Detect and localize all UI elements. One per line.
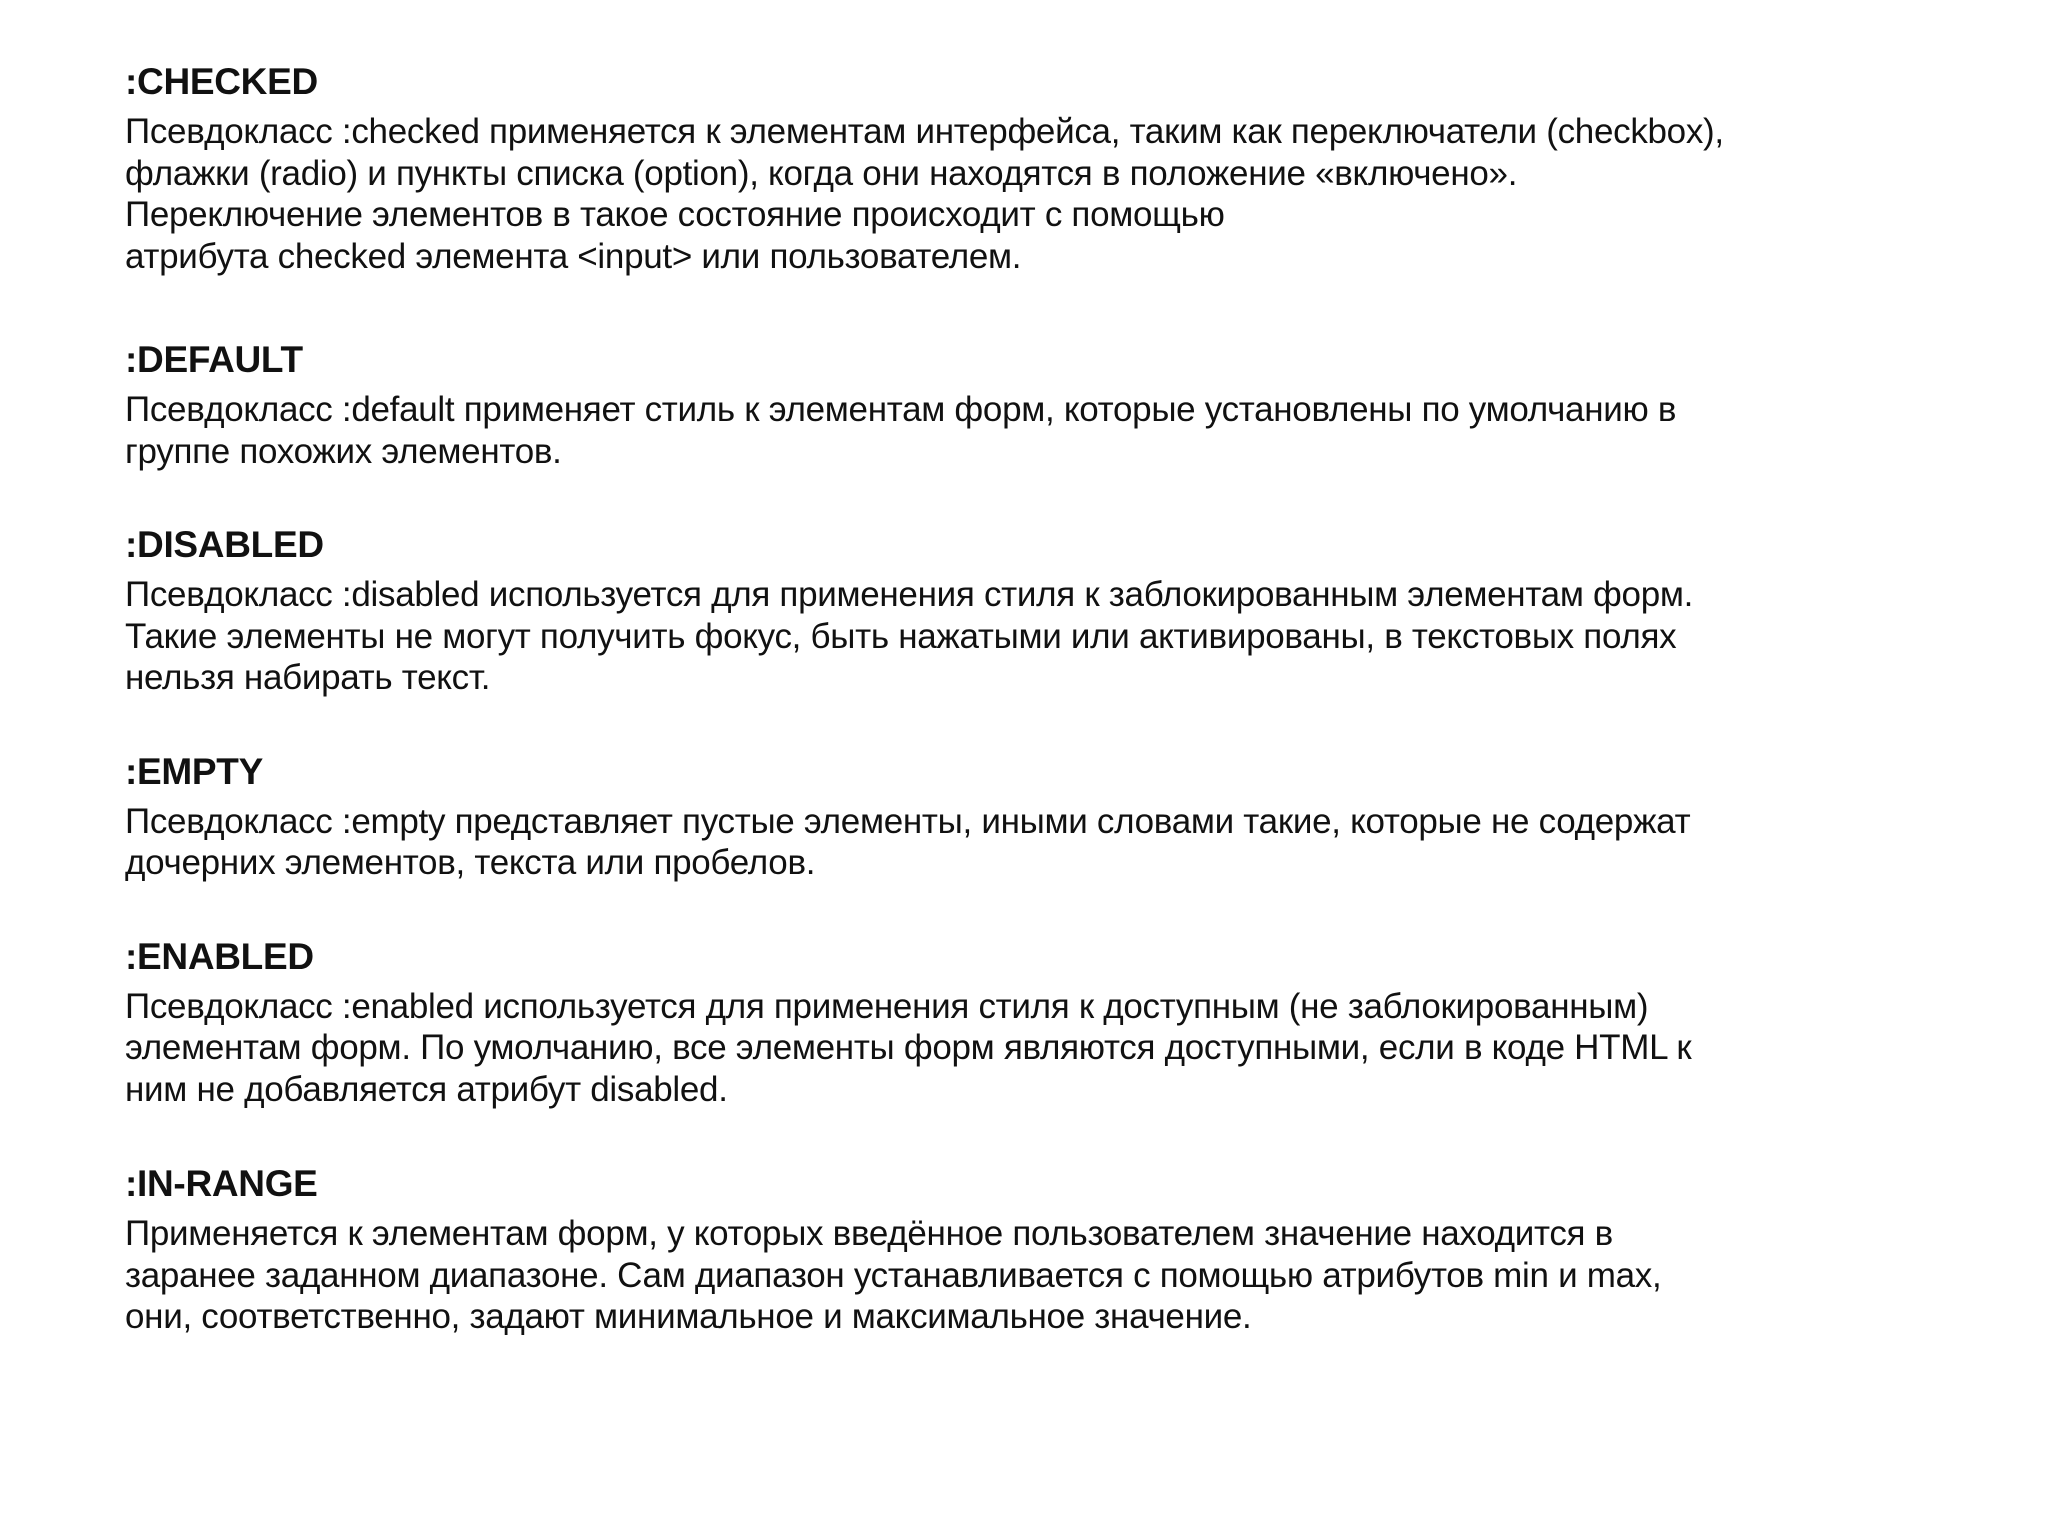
section-description [125, 1213, 1985, 1338]
text-line: атрибута checked элемента <input> или пользователем. [125, 236, 1022, 276]
text-line: нельзя набирать текст. [125, 658, 491, 697]
text-line: группе похожих элементов. [125, 431, 562, 471]
section-description [125, 389, 1985, 472]
section-checked [125, 60, 1985, 277]
text-line: Псевдокласс :checked применяется к элементам интерфейса, таким как переключатели (checkbox), [125, 112, 1724, 151]
section-heading: :ENABLED [125, 935, 314, 977]
slide-content [125, 60, 1985, 1338]
text-line: Применяется к элементам форм, у которых введённое пользователем значение находится в [125, 1214, 1613, 1253]
section-description [125, 986, 1985, 1111]
text-line: Псевдокласс :enabled используется для применения стиля к доступным (не заблокированным) [125, 986, 1649, 1026]
text-line: элементам форм. По умолчанию, все элементы форм являются доступными, если в коде HTML к [125, 1028, 1692, 1067]
section-empty [125, 750, 1985, 884]
section-description [125, 801, 1985, 884]
section-default [125, 338, 1985, 472]
section-description [125, 574, 1985, 699]
section-enabled [125, 935, 1985, 1111]
text-line: дочерних элементов, текста или пробелов. [125, 843, 816, 882]
section-heading: :IN-RANGE [125, 1163, 318, 1204]
section-heading: :DEFAULT [125, 339, 303, 380]
text-line: заранее заданном диапазоне. Сам диапазон устанавливается с помощью атрибутов min и max, [125, 1255, 1662, 1295]
section-disabled [125, 523, 1985, 699]
text-line: Псевдокласс :empty представляет пустые элементы, иными словами такие, которые не содержат [125, 801, 1691, 841]
text-line: ним не добавляется атрибут disabled. [125, 1069, 728, 1109]
section-description [125, 111, 1985, 277]
text-line: Псевдокласс :disabled используется для применения стиля к заблокированным элементам форм. [125, 575, 1694, 614]
text-line: они, соответственно, задают минимальное и максимальное значение. [125, 1297, 1252, 1336]
section-heading: :EMPTY [125, 750, 263, 792]
section-heading: :DISABLED [125, 524, 324, 565]
text-line: флажки (radio) и пункты списка (option), когда они находятся в положение «включено». [125, 153, 1518, 193]
section-heading: :CHECKED [125, 61, 318, 102]
section-in-range [125, 1162, 1985, 1338]
text-line: Такие элементы не могут получить фокус, быть нажатыми или активированы, в текстовых полях [125, 616, 1677, 656]
text-line: Псевдокласс :default применяет стиль к элементам форм, которые установлены по умолчанию в [125, 390, 1677, 429]
text-line: Переключение элементов в такое состояние происходит с помощью [125, 195, 1225, 234]
